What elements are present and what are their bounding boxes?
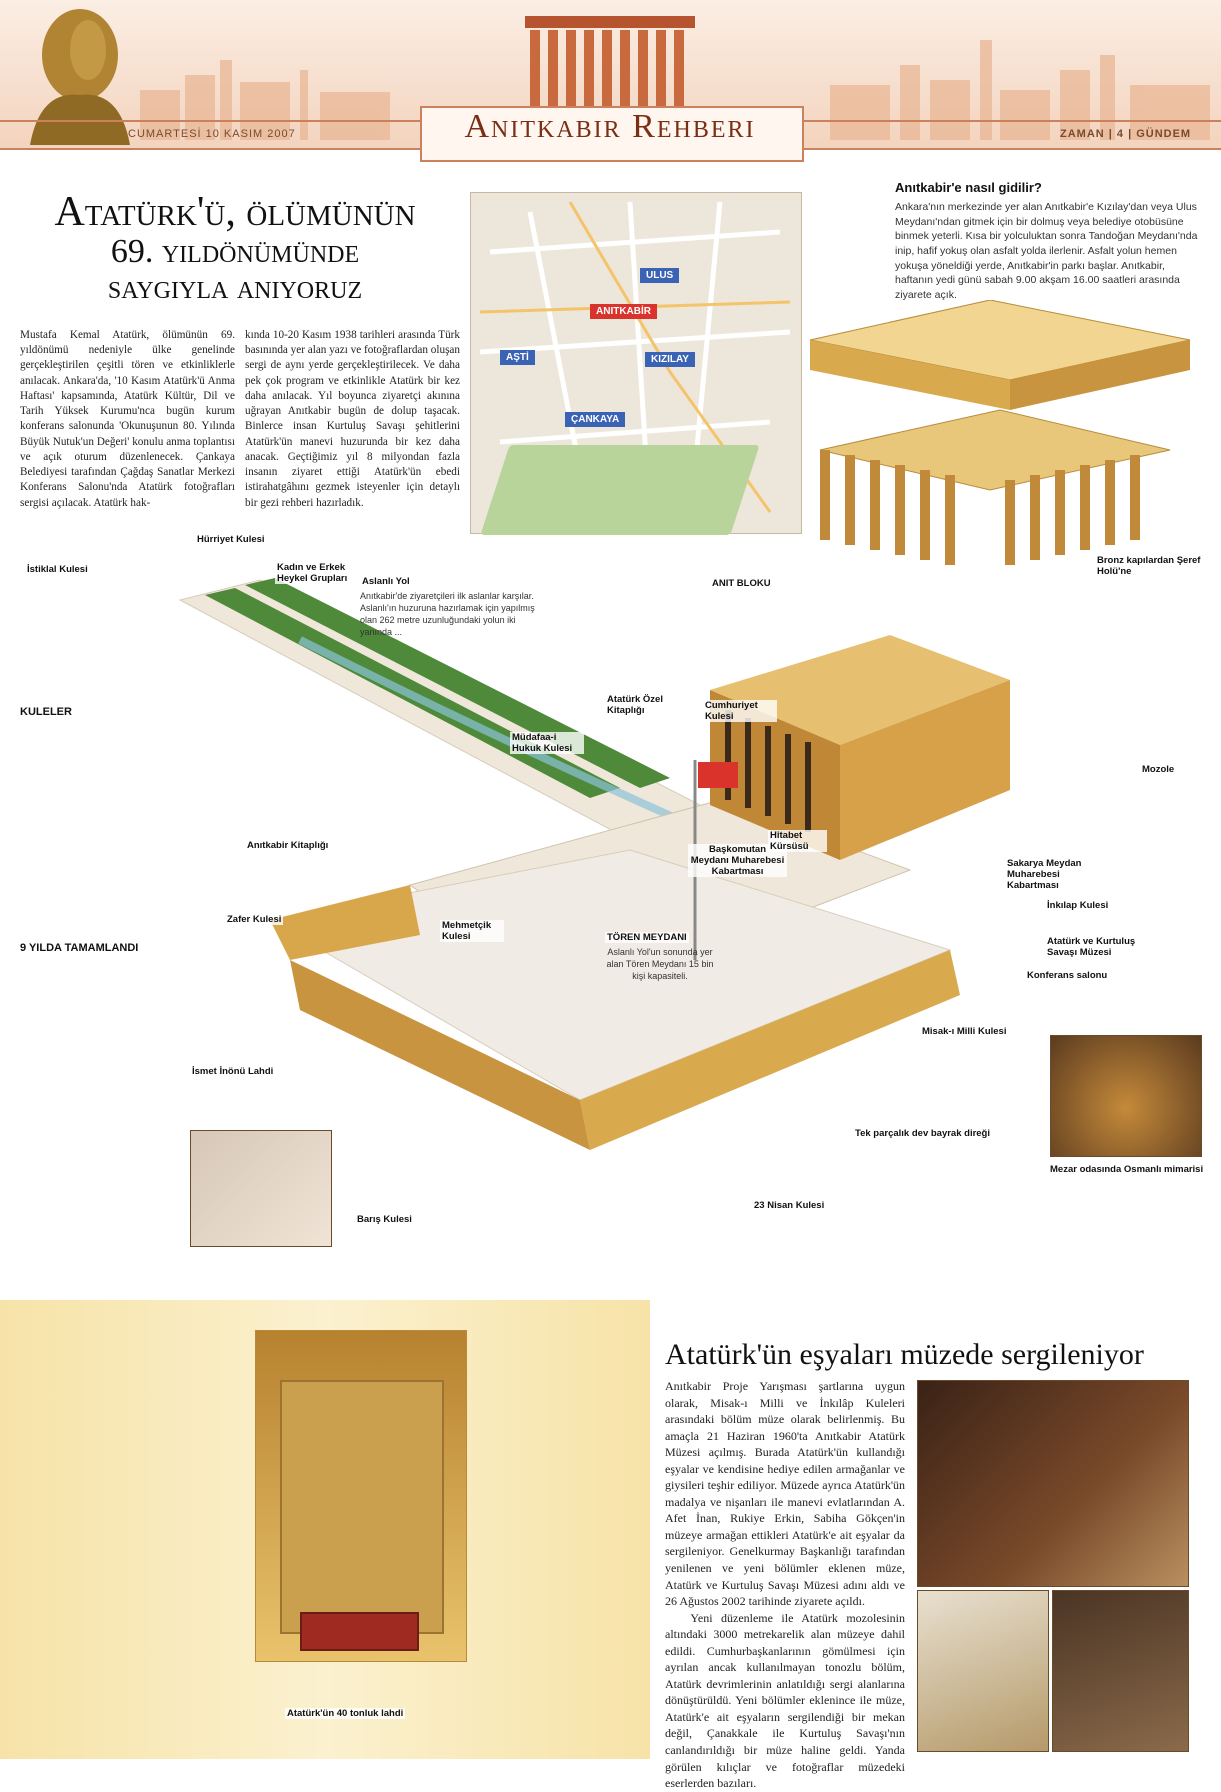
map-label-cankaya: ÇANKAYA [565, 412, 625, 427]
label-mudafaa-hukuk-kulesi: Müdafaa-i Hukuk Kulesi [510, 732, 584, 754]
ataturk-wax-figure-photo [917, 1380, 1189, 1587]
anitkabir-park-area [480, 445, 759, 535]
kuleler-title: KULELER [20, 706, 72, 718]
swords-photo [917, 1590, 1049, 1752]
intro-column-2: kında 10-20 Kasım 1938 tarihleri arasında Türk basınında yer alan yazı ve fotoğraflardan oluşan sergi de aynı yerde gerçekleştirilecek. Ve daha pek çok program ve etkinlikle Atatürk bir kez daha anılacak. Yıl boyunca ziyaretçi akınına uğrayan Anıtkabir bugün de dolup taşacak. Binlerce insan Kurtuluş Savaşı şehitlerini Atatürk'ün manevi huzurunda bir kez daha anacak. Geçtiğimiz yıl 8 milyondan fazla insanın ziyaret ettiği Atatürk'ün ebedi istirahatgâhını gezmek isteyenler için detaylı bir gezi rehberi hazırladık. [245, 329, 460, 509]
museum-headline: Atatürk'ün eşyaları müzede sergileniyor [665, 1338, 1144, 1371]
tomb-window [280, 1380, 444, 1634]
label-toren-meydani: TÖREN MEYDANI [607, 932, 687, 943]
label-ataturk-lahdi: Atatürk'ün 40 tonluk lahdi [287, 1708, 404, 1719]
masthead-title: Anıtkabir Rehberi [464, 108, 756, 145]
intro-column-1: Mustafa Kemal Atatürk, ölümünün 69. yıldönümü nedeniyle ülke genelinde gerçekleştirilen çeşitli tören ve etkinliklerle anılacak. Ankara'da, '10 Kasım Atatürk'ü Anma Haftası' kapsamında, Atatürk Kültür, Dil ve Tarih Yüksek Kurumu'nca bugün kurum konferans salonunda 'Okunuşunun 80. Yılında Büyük Nutuk'un Değeri' konulu anma toplantısı ve açık oturum düzenlenecek. Çankaya Belediyesi tarafından Çağdaş Sanatlar Merkezi Konferans Salonu'nda Atatürk fotoğrafları sergisi açılacak. Atatürk hak- [20, 329, 235, 509]
headline-line-3: saygıyla anıyoruz [107, 268, 363, 306]
label-bronz-kapilar: Bronz kapılardan Şeref Holü'ne [1095, 555, 1221, 577]
museum-text-1: Anıtkabir Proje Yarışması şartlarına uygun olarak, Misak-ı Milli ve İnkılâp Kuleleri arasındaki bölüm müze olarak belirlenmiş. Bu amaçla 21 Haziran 1960'ta Anıtkabir Atatürk Müzesi açılmış. Burada Atatürk'ün kullandığı eşyalar ve kendisine hediye edilen armağanlar ve giysileri teşhir ediliyor. Müzede ayrıca Atatürk'ün madalya ve nişanları ile manevi evlatlarından A. Afet İnan, Rukiye Erkin, Sabiha Gökçen'in müzeye armağan ettikleri Atatürk'e ait eşyalar da sergileniyor. Genelkurmay Başkanlığı tarafından yenilenen ve yeni bölümler eklenen müze, Atatürk ve Kurtuluş Savaşı Müzesi adını aldı ve 26 Ağustos 2002 tarihinde ziyarete açıldı. [665, 1379, 905, 1609]
anitkabir-facade-icon [525, 16, 695, 108]
how-to-get-text: Ankara'nın merkezinde yer alan Anıtkabir'e Kızılay'dan veya Ulus Meydanı'ndan gitmek için bir dolmuş veya belediye otobüsüne binmek yeterli. Kısa bir yolculuktan sonra Tandoğan Meydanı'nda inip, hafif yokuş olan asfalt yolda ilerlenir. Asfalt yolun hemen yokuşa yöneldiği yerde, Anıtkabir'in parkı başlar. Anıtkabir, haftanın yedi günü sabah 9.00 akşam 16.00 saatleri arasında ziyarete açık. [895, 201, 1198, 302]
label-mehmetcik-kulesi: Mehmetçik Kulesi [440, 920, 504, 942]
callout-toren-meydani: Aslanlı Yol'un sonunda yer alan Tören Meydanı 15 bin kişi kapasiteli. [606, 947, 714, 982]
headline-line-1: Atatürk'ü, ölümünün [54, 189, 416, 235]
label-kadin-erkek-heykel: Kadın ve Erkek Heykel Grupları [275, 562, 369, 584]
issue-date: CUMARTESİ 10 KASIM 2007 [128, 128, 296, 140]
ismet-inonu-lahdi-photo [190, 1130, 332, 1247]
label-misaki-milli-kulesi: Misak-ı Milli Kulesi [922, 1026, 1007, 1037]
label-baris-kulesi: Barış Kulesi [357, 1214, 412, 1225]
map-label-anitkabir: ANITKABİR [590, 304, 657, 319]
label-aslanli-yol: Aslanlı Yol [362, 576, 410, 587]
turkish-flag-icon [698, 762, 738, 788]
label-baskomutan-kabartmasi: Başkomutan Meydanı Muharebesi Kabartması [688, 844, 787, 877]
museum-text-2: Yeni düzenleme ile Atatürk mozolesinin altındaki 3000 metrekarelik alan müzeye dahil edildi. Cumhurbaşkanlarının gömülmesi için ayrılan ancak kullanılmayan tonozlu bölüm, Atatürk devrimlerinin anlatıldığı sergi alanlarına dönüştürüldü. Yeni bölümler eklenince ile müze, Atatürk'e ait eşyaların sergilendiği bir mekan değil, Çanakkale ile Kurtuluş Savaşı'nın canlandırıldığı bir müze haline geldi. Yanda görülen kılıçlar ve fotoğraflar müzedeki eserlerden bazıları. [665, 1610, 906, 1791]
label-inkilap-kulesi: İnkılap Kulesi [1047, 900, 1109, 911]
mezar-odasi-photo [1050, 1035, 1202, 1157]
page-info: ZAMAN | 4 | GÜNDEM [1060, 128, 1192, 140]
map-label-asti: AŞTİ [500, 350, 535, 365]
label-mezar-odasi: Mezar odasında Osmanlı mimarisi [1048, 1164, 1212, 1175]
label-ismet-inonu-lahdi: İsmet İnönü Lahdi [192, 1066, 274, 1077]
label-cumhuriyet-kulesi: Cumhuriyet Kulesi [703, 700, 777, 722]
main-headline [20, 190, 450, 305]
label-istiklal-kulesi: İstiklal Kulesi [27, 564, 88, 575]
label-hitabet-kursusu: Hitabet Kürsüsü [768, 830, 827, 852]
map-label-ulus: ULUS [640, 268, 679, 283]
dokuz-yil-title: 9 YILDA TAMAMLANDI [20, 942, 139, 954]
ataturk-bust-icon [30, 9, 130, 145]
label-kurtulus-savasi-muzesi: Atatürk ve Kurtuluş Savaşı Müzesi [1045, 936, 1159, 958]
headline-line-2: 69. yıldönümünde [110, 233, 360, 271]
label-anitkabir-kitapligi: Anıtkabir Kitaplığı [247, 840, 329, 851]
label-konferans-salonu: Konferans salonu [1027, 970, 1108, 981]
museum-column-1 [665, 1378, 905, 1792]
label-anit-bloku: ANIT BLOKU [712, 578, 771, 589]
framed-photos-photo [1052, 1590, 1189, 1752]
anit-bloku-exploded-illustration [790, 300, 1210, 570]
how-to-get-title: Anıtkabir'e nasıl gidilir? [895, 180, 1042, 195]
label-hurriyet-kulesi: Hürriyet Kulesi [197, 534, 265, 545]
label-ataturk-ozel-kitapligi: Atatürk Özel Kitaplığı [605, 694, 679, 716]
label-zafer-kulesi: Zafer Kulesi [227, 914, 282, 925]
map-label-kizilay: KIZILAY [645, 352, 695, 367]
callout-aslanli-yol: Anıtkabir'de ziyaretçileri ilk aslanlar karşılar. Aslanlı'ın huzuruna hazırlamak için yapılmış olan 262 metre uzunluğundaki yolun iki yanında ... [360, 591, 535, 638]
label-sakarya-kabartmasi: Sakarya Meydan Muharebesi Kabartması [1005, 858, 1099, 891]
label-bayrak-diregi: Tek parçalık dev bayrak direği [855, 1128, 991, 1139]
label-23-nisan-kulesi: 23 Nisan Kulesi [754, 1200, 825, 1211]
label-mozole: Mozole [1142, 764, 1175, 775]
ataturk-sarcophagus [300, 1612, 419, 1651]
